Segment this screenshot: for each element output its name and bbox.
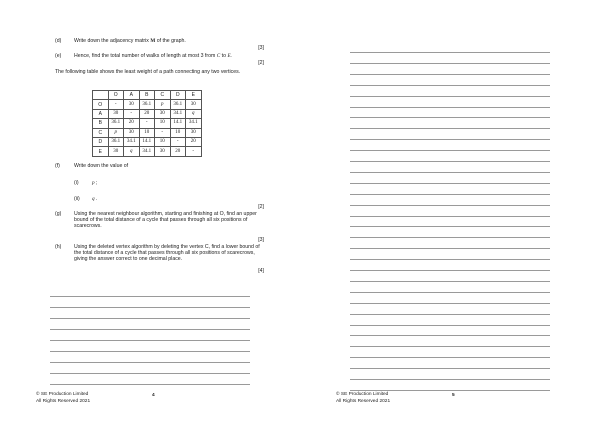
answer-line [350, 74, 550, 75]
page-number: 4 [152, 393, 155, 398]
question-d-label: (d) [55, 38, 62, 44]
table-cell: p [108, 128, 124, 137]
symbol-p: p [92, 180, 95, 186]
question-g-text: Using the nearest neighbour algorithm, starting and finishing at O, find an upper bound of the total distance of a cycle that passes through all six positions of scarecrows. [74, 211, 257, 229]
answer-line [350, 52, 550, 53]
table-row [93, 109, 202, 118]
answer-line [350, 281, 550, 282]
table-row [93, 128, 202, 137]
table-cell: 30 [108, 147, 124, 156]
table-cell: 30 [124, 128, 140, 137]
footer-copyright: © SE Production Limited [36, 392, 89, 397]
answer-line [350, 117, 550, 118]
table-cell: 34.1 [186, 119, 202, 128]
table-cell: - [124, 109, 140, 118]
table-cell: 30 [186, 128, 202, 137]
table-intro: The following table shows the least weight of a path connecting any two vertices. [55, 69, 241, 75]
table-cell: 30 [124, 100, 140, 109]
part-i-punct: ; [96, 180, 98, 186]
table-cell: 30 [155, 109, 171, 118]
right-page [300, 0, 600, 424]
question-h-label: (h) [55, 244, 62, 250]
question-d-marks: [3] [258, 45, 264, 51]
answer-line [350, 205, 550, 206]
question-h-marks: [4] [258, 268, 264, 274]
answer-line [50, 362, 250, 363]
part-i-label: (i) [74, 180, 79, 186]
answer-line [50, 384, 250, 385]
answer-line [350, 248, 550, 249]
vertex-to: E. [227, 53, 232, 59]
question-f-text: Write down the value of [74, 163, 129, 169]
table-header-cell [93, 91, 109, 100]
question-g-marks: [3] [258, 237, 264, 243]
table-cell: 34.1 [124, 137, 140, 146]
table-cell: E [93, 147, 109, 156]
answer-line [350, 259, 550, 260]
answer-line [350, 270, 550, 271]
answer-line [350, 194, 550, 195]
answer-line [50, 307, 250, 308]
table-cell: q [124, 147, 140, 156]
answer-line [350, 150, 550, 151]
answer-line [350, 85, 550, 86]
answer-line [350, 226, 550, 227]
table-cell: 36.1 [108, 137, 124, 146]
table-cell: - [186, 147, 202, 156]
question-e-marks: [2] [258, 60, 264, 66]
distance-table [92, 90, 202, 157]
table-cell: 14.1 [139, 137, 155, 146]
footer-copyright: © SE Production Limited [336, 392, 389, 397]
answer-line [50, 296, 250, 297]
answer-line [350, 368, 550, 369]
answer-line [350, 314, 550, 315]
table-row [93, 147, 202, 156]
table-cell: p [155, 100, 171, 109]
table-cell: O [93, 100, 109, 109]
part-ii-label: (ii) [74, 196, 80, 202]
table-cell: D [93, 137, 109, 146]
table-header-cell: A [124, 91, 140, 100]
question-e-label: (e) [55, 53, 62, 59]
table-cell: 36.1 [170, 100, 186, 109]
table-header-cell: B [139, 91, 155, 100]
answer-line [350, 292, 550, 293]
table-cell: 30 [108, 109, 124, 118]
table-cell: C [93, 128, 109, 137]
table-cell: 20 [186, 137, 202, 146]
question-d-tail: of the graph. [156, 38, 186, 44]
answer-line [350, 172, 550, 173]
answer-line [50, 318, 250, 319]
answer-line [350, 335, 550, 336]
question-e-text [74, 53, 232, 59]
table-cell: 10 [155, 137, 171, 146]
table-cell: - [139, 119, 155, 128]
table-cell: 10 [139, 128, 155, 137]
table-header-row [93, 91, 202, 100]
answer-line [350, 303, 550, 304]
question-d-text [74, 38, 186, 44]
table-cell: A [93, 109, 109, 118]
question-e-to: to [221, 53, 226, 59]
table-cell: B [93, 119, 109, 128]
answer-line [350, 183, 550, 184]
page-number: 5 [452, 393, 455, 398]
answer-line [350, 161, 550, 162]
table-cell: - [108, 100, 124, 109]
answer-line [350, 139, 550, 140]
table-cell: 20 [139, 109, 155, 118]
answer-line [350, 128, 550, 129]
table-cell: 10 [155, 119, 171, 128]
table-cell: 20 [124, 119, 140, 128]
part-i-text [92, 180, 98, 186]
answer-line [50, 340, 250, 341]
answer-line [350, 107, 550, 108]
footer-rights: All Rights Reserved 2021 [336, 399, 391, 404]
table-cell: 36.1 [108, 119, 124, 128]
table-header-cell: D [170, 91, 186, 100]
table-cell: - [155, 128, 171, 137]
table-row [93, 119, 202, 128]
question-f-marks: [2] [258, 204, 264, 210]
table-row [93, 137, 202, 146]
table-row [93, 100, 202, 109]
footer-rights: All Rights Reserved 2021 [36, 399, 91, 404]
table-cell: 14.1 [170, 119, 186, 128]
matrix-symbol: M [150, 38, 156, 44]
answer-line [50, 351, 250, 352]
table-cell: 10 [170, 128, 186, 137]
answer-line [350, 216, 550, 217]
answer-line [50, 329, 250, 330]
table-cell: 36.1 [139, 100, 155, 109]
question-g-label: (g) [55, 211, 62, 217]
part-ii-text [92, 196, 98, 202]
table-cell: 34.1 [170, 109, 186, 118]
table-header-cell: C [155, 91, 171, 100]
answer-line [350, 237, 550, 238]
table-cell: 20 [170, 147, 186, 156]
table-header-cell: E [186, 91, 202, 100]
table-cell: 30 [186, 100, 202, 109]
vertex-from: C [216, 53, 221, 59]
part-ii-punct: . [96, 196, 98, 202]
table-cell: 34.1 [139, 147, 155, 156]
question-d-body: Write down the adjacency matrix [74, 38, 149, 44]
answer-line [350, 357, 550, 358]
table-header-cell: O [108, 91, 124, 100]
table-cell: q [186, 109, 202, 118]
answer-line [350, 379, 550, 380]
answer-line [50, 373, 250, 374]
answer-line [350, 325, 550, 326]
question-e-body: Hence, find the total number of walks of length at most 3 from [74, 53, 216, 59]
answer-line [350, 96, 550, 97]
symbol-q: q [92, 196, 95, 202]
answer-line [350, 390, 550, 391]
table-cell: - [170, 137, 186, 146]
answer-line [350, 346, 550, 347]
question-f-label: (f) [55, 163, 60, 169]
answer-line [350, 63, 550, 64]
table-cell: 30 [155, 147, 171, 156]
question-h-text: Using the deleted vertex algorithm by deleting the vertex C, find a lower bound of the total distance of a cycle that passes through all six positions of scarecrows, giving the answer correct to one decimal place. [74, 244, 260, 262]
